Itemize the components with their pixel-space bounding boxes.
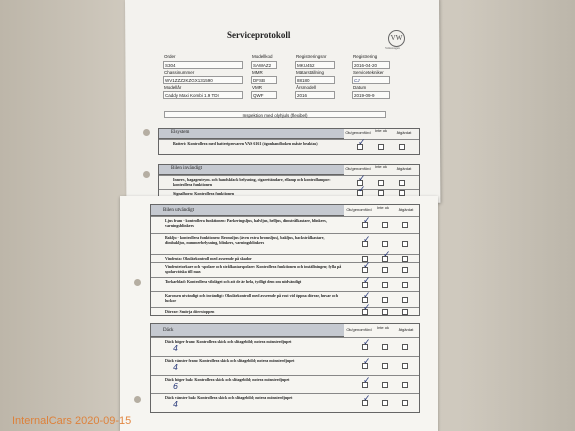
row-text: Baklju - kontrollera funktionen: Bromsljus (även extra bromsljus), bakljus, backstrålkastare, dimbakljus, nummerbelysning, blinkers, varningsblinkers (165, 235, 325, 245)
fixed-checkbox[interactable] (399, 144, 405, 150)
mileage-label: Mätarställning (296, 70, 325, 75)
date-label: Datum (353, 85, 367, 90)
notok-checkbox[interactable] (382, 400, 388, 406)
check-mark-icon: ✓ (363, 276, 371, 286)
table-row (151, 233, 419, 254)
row-text: Karossen utvändigt och invändigt: Okulärkontroll med avseende på rost vid öppna dörrar, huvar och luckor (165, 293, 338, 303)
table-row (151, 262, 419, 277)
regdate-label: Registrering (353, 54, 378, 59)
row-text: Innerr., bagageutrym. och handskfack belysning, cigarettändare, ellamp och kontrollampor: kontrollera funktionen (173, 177, 331, 187)
check-mark-icon: ✓ (383, 250, 391, 260)
date-field: 2019-09-9 (352, 91, 390, 99)
order-label: Order (164, 54, 176, 59)
check-mark-icon: ✓ (363, 376, 371, 386)
check-mark-icon: ✓ (358, 174, 366, 184)
notok-checkbox[interactable] (382, 344, 388, 350)
notok-checkbox[interactable] (382, 297, 388, 303)
table-row (151, 303, 419, 315)
inspection-header: Inspektion med olyhjuls (flexibel) (164, 111, 386, 118)
handwritten-depth: 4 (173, 344, 179, 353)
row-text: Vindrutetorkare och -spolare och strålkastarspolare: Kontrollera funktionen och inställningen; fylla på spolarvätska till max (165, 264, 342, 274)
punch-hole (134, 279, 141, 286)
mileage-field: 88180 (295, 76, 335, 84)
fixed-checkbox[interactable] (402, 241, 408, 247)
handwritten-depth: 4 (173, 363, 179, 372)
check-mark-icon: ✓ (358, 138, 366, 148)
row-text: Dörrar: Smörja dörrstoppen (165, 309, 215, 314)
fixed-checkbox[interactable] (402, 400, 408, 406)
notok-checkbox[interactable] (382, 282, 388, 288)
table-row (151, 250, 419, 262)
mmr-field: DFSB (251, 76, 277, 84)
reg-label: Registreringsnr (296, 54, 327, 59)
section-title: Bilen invändigt (159, 165, 344, 175)
check-mark-icon: ✓ (363, 394, 371, 404)
table-row (159, 175, 419, 189)
vmr-field: QWF (251, 91, 277, 99)
col-notok-header: Inte ok (376, 325, 389, 330)
chassis-label: Chassinummer (164, 70, 195, 75)
watermark: InternalCars 2020-09-15 (12, 415, 132, 427)
row-text: Vindruta: Okulärkontroll med avseende på skador (165, 256, 252, 261)
fixed-checkbox[interactable] (402, 363, 408, 369)
chassis-field: WV1ZZZ2KZGX131590 (163, 76, 243, 84)
notok-checkbox[interactable] (382, 267, 388, 273)
fixed-checkbox[interactable] (402, 382, 408, 388)
col-ok-header: Ok/genomförd (345, 166, 371, 171)
row-text: Däck vänster bak: Kontrollera skick och slitagebild; notera mönsterdjupet (165, 395, 293, 400)
fixed-checkbox[interactable] (402, 309, 408, 315)
section-interior (158, 164, 420, 197)
document-title: Serviceprotokoll (227, 30, 291, 40)
col-fixed-header: åtgärdat (398, 327, 414, 332)
fixed-checkbox[interactable] (402, 297, 408, 303)
row-text: Däck vänster fram: Kontrollera skick och slitagebild; notera mönsterdjupet (165, 358, 295, 363)
check-mark-icon: ✓ (363, 357, 371, 367)
table-row (151, 337, 419, 356)
handwritten-depth: 4 (173, 400, 179, 409)
vmr-label: VMR (252, 85, 262, 90)
notok-checkbox[interactable] (378, 144, 384, 150)
section-tyres (150, 323, 420, 413)
section-elsystem (158, 128, 420, 155)
fixed-checkbox[interactable] (402, 267, 408, 273)
notok-checkbox[interactable] (382, 363, 388, 369)
check-mark-icon: ✓ (358, 185, 366, 195)
check-mark-icon: ✓ (363, 216, 371, 226)
fixed-checkbox[interactable] (402, 222, 408, 228)
check-mark-icon: ✓ (363, 261, 371, 271)
technician-label: Servicetekniker (353, 70, 384, 75)
col-notok-header: Inte ok (374, 128, 387, 133)
col-fixed-header: åtgärdat (396, 166, 412, 171)
model-code-field: SAWAZ2 (251, 61, 277, 69)
table-row (151, 393, 419, 412)
mmr-label: MMR (252, 70, 263, 75)
notok-checkbox[interactable] (382, 309, 388, 315)
col-fixed-header: åtgärdat (396, 130, 412, 135)
technician-field: CJ (352, 76, 390, 84)
regdate-field: 2016-04-20 (352, 61, 390, 69)
check-mark-icon: ✓ (363, 338, 371, 348)
check-mark-icon: ✓ (363, 291, 371, 301)
section-title: Elsystem (159, 129, 344, 139)
punch-hole (143, 129, 150, 136)
fixed-checkbox[interactable] (402, 282, 408, 288)
yearmodel-field: 2016 (295, 91, 335, 99)
model-code-label: Modellkod (252, 54, 273, 59)
notok-checkbox[interactable] (382, 222, 388, 228)
punch-hole (134, 396, 141, 403)
fixed-checkbox[interactable] (399, 180, 405, 186)
notok-checkbox[interactable] (382, 241, 388, 247)
logo-subtitle: Volkswagen (385, 46, 400, 50)
table-row (151, 356, 419, 375)
col-ok-header: Ok/genomförd (346, 207, 372, 212)
row-text: Signalhorn: Kontrollera funktionen (173, 191, 235, 196)
vw-logo-icon: VW (388, 30, 405, 47)
row-text: Däck höger fram: Kontrollera skick och slitagebild; notera mönsterdjupet (165, 339, 292, 344)
table-row (151, 277, 419, 291)
notok-checkbox[interactable] (382, 382, 388, 388)
table-row (151, 291, 419, 307)
yearmodel-label: Årsmodell (296, 85, 317, 90)
table-row (151, 216, 419, 233)
col-ok-header: Ok/genomförd (346, 327, 372, 332)
model-field: Caddy Maxi Kombi 1.9 TDI (163, 91, 243, 99)
col-ok-header: Ok/genomförd (345, 130, 371, 135)
model-year-label: Modellår (164, 85, 182, 90)
table-row (159, 185, 419, 196)
col-fixed-header: åtgärdat (398, 207, 414, 212)
row-text: Torkarblad: Kontrollera viloläget och att de är hela, tydligt dem om nödvändigt (165, 279, 302, 284)
col-notok-header: Inte ok (376, 205, 389, 210)
table-row (151, 375, 419, 393)
row-text: Ljus fram - kontrollera funktionen: Parkeringsljus, halvljus, helljus, dimstrålkastare, blinkers, varningsblinkers (165, 218, 327, 228)
fixed-checkbox[interactable] (402, 344, 408, 350)
col-notok-header: Inte ok (374, 164, 387, 169)
row-text: Batteri: Kontrollera med batteriprovaren VAS 6161 (ögonhandboken måste beaktas) (173, 141, 318, 146)
reg-field: MKU452 (295, 61, 335, 69)
section-title: Bilen utvändigt (151, 205, 344, 216)
row-text: Däck höger bak: Kontrollera skick och slitagebild; notera mönsterdjupet (165, 377, 290, 382)
punch-hole (143, 171, 150, 178)
section-title: Däck (151, 324, 344, 337)
notok-checkbox[interactable] (378, 180, 384, 186)
order-field: S304 (163, 61, 243, 69)
section-exterior (150, 204, 420, 316)
handwritten-depth: 6 (173, 382, 179, 391)
check-mark-icon: ✓ (363, 303, 371, 313)
table-row (159, 139, 419, 154)
check-mark-icon: ✓ (363, 235, 371, 245)
